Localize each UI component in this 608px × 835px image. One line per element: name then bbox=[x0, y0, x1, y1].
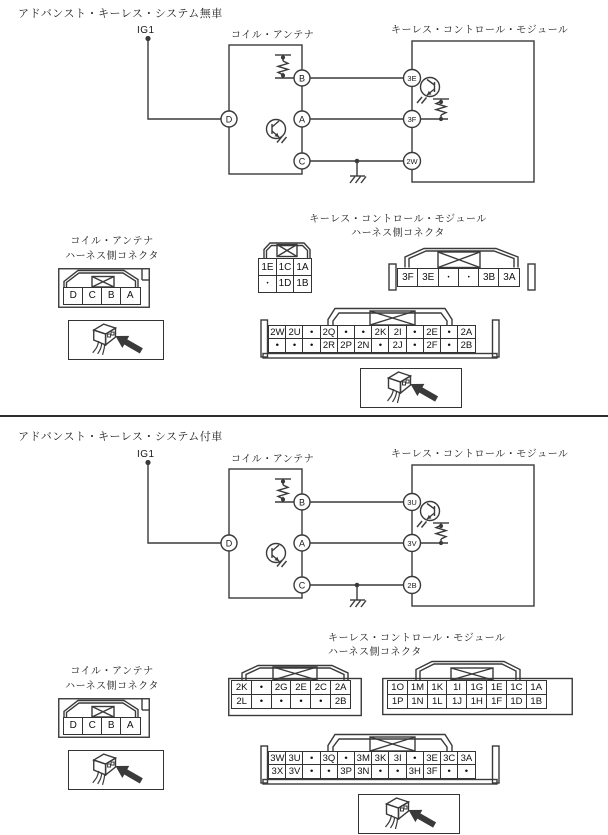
connector-pin-empty: • bbox=[371, 764, 390, 779]
connector-pin-empty: • bbox=[440, 764, 459, 779]
connector-pin-1D: 1D bbox=[276, 275, 295, 293]
connector-pin-empty: • bbox=[337, 751, 356, 766]
connector-pin-1D: 1D bbox=[506, 694, 527, 709]
pin-C bbox=[294, 577, 310, 593]
connector-pin-A: A bbox=[120, 287, 141, 305]
connector-pin-2F: 2F bbox=[423, 338, 442, 353]
section-title-without-system: アドバンスト・キーレス・システム無車 bbox=[18, 8, 223, 20]
svg-text:3U: 3U bbox=[407, 497, 417, 507]
connector-view-icon bbox=[69, 321, 163, 356]
connector-pin-1F: 1F bbox=[486, 694, 507, 709]
pin-3V bbox=[404, 535, 421, 552]
connector-pin-1E: 1E bbox=[486, 680, 507, 695]
connector-pin-3F: 3F bbox=[423, 764, 442, 779]
module-connector-2-series-small bbox=[228, 662, 362, 718]
connector-pin-empty: • bbox=[388, 764, 407, 779]
connector-pin-2E: 2E bbox=[423, 325, 442, 340]
connector-pin-2A: 2A bbox=[457, 325, 476, 340]
circuit-diagram-top bbox=[0, 0, 608, 210]
connector-view-icon bbox=[361, 369, 461, 404]
connector-view-icon-box bbox=[68, 750, 164, 790]
module-connector-1-series-large bbox=[382, 658, 573, 716]
connector-pin-1B: 1B bbox=[526, 694, 547, 709]
pin-B bbox=[294, 494, 310, 510]
pin-A bbox=[294, 111, 310, 127]
connector-pin-D: D bbox=[63, 287, 84, 305]
connector-pin-empty: • bbox=[302, 325, 321, 340]
connector-pin-empty: • bbox=[271, 694, 292, 709]
ground-icon bbox=[350, 600, 366, 607]
connector-pin-1P: 1P bbox=[387, 694, 408, 709]
connector-pin-1C: 1C bbox=[506, 680, 527, 695]
connector-pin-2G: 2G bbox=[271, 680, 292, 695]
connector-pin-3C: 3C bbox=[440, 751, 459, 766]
connector-pin-3V: 3V bbox=[285, 764, 304, 779]
connector-pin-empty: • bbox=[251, 694, 272, 709]
connector-row bbox=[268, 766, 476, 779]
connector-pin-empty: • bbox=[268, 338, 287, 353]
connector-pin-empty: • bbox=[302, 338, 321, 353]
svg-text:D: D bbox=[225, 538, 233, 549]
connector-pin-empty: • bbox=[440, 338, 459, 353]
connector-pin-D: D bbox=[63, 717, 84, 735]
connector-pin-2J: 2J bbox=[388, 338, 407, 353]
power-source-label: IG1 bbox=[137, 25, 155, 36]
connector-row bbox=[63, 287, 141, 305]
connector-pin-2B: 2B bbox=[330, 694, 351, 709]
connector-pin-1N: 1N bbox=[407, 694, 428, 709]
connector-pin-empty: • bbox=[302, 751, 321, 766]
svg-text:3V: 3V bbox=[407, 538, 417, 548]
module-connector-2-grid bbox=[231, 680, 351, 709]
module-connectors-title: キーレス・コントロール・モジュール bbox=[328, 633, 506, 644]
keyless-module-box-label: キーレス・コントロール・モジュール bbox=[391, 25, 569, 36]
module-connector-2-series-wide bbox=[260, 303, 500, 361]
connector-pin-2K: 2K bbox=[231, 680, 252, 695]
arrow-icon bbox=[116, 336, 143, 354]
module-connectors-subtitle: ハーネス側コネクタ bbox=[328, 647, 422, 658]
connector-pin-1J: 1J bbox=[446, 694, 467, 709]
module-connector-3-grid bbox=[397, 268, 520, 287]
module-connector-1-grid bbox=[258, 258, 312, 293]
connector-row bbox=[231, 695, 351, 709]
connector-pin-empty: • bbox=[438, 268, 460, 287]
svg-text:A: A bbox=[298, 538, 306, 549]
connector-pin-3K: 3K bbox=[371, 751, 390, 766]
connector-view-icon bbox=[69, 751, 163, 786]
connector-pin-empty: • bbox=[258, 275, 277, 293]
pin-3U bbox=[404, 494, 421, 511]
svg-text:B: B bbox=[298, 73, 306, 84]
connector-pin-3E: 3E bbox=[423, 751, 442, 766]
pin-3F bbox=[404, 111, 421, 128]
pin-C bbox=[294, 153, 310, 169]
module-connector-3-grid bbox=[268, 751, 476, 779]
connector-pin-empty: • bbox=[337, 325, 356, 340]
coil-transistor-icon bbox=[267, 544, 287, 568]
connector-pin-empty: • bbox=[310, 694, 331, 709]
connector-pin-C: C bbox=[82, 717, 103, 735]
svg-text:3E: 3E bbox=[407, 73, 417, 83]
section-title-with-system: アドバンスト・キーレス・システム付車 bbox=[18, 431, 223, 443]
module-resistor-icon bbox=[421, 99, 450, 121]
coil-connector-title: コイル・アンテナ bbox=[70, 666, 154, 677]
connector-pin-3A: 3A bbox=[498, 268, 520, 287]
connector-pin-empty: • bbox=[406, 751, 425, 766]
coil-connector-subtitle: ハーネス側コネクタ bbox=[65, 251, 159, 262]
circuit-diagram-bottom bbox=[0, 424, 608, 634]
connector-pin-empty: • bbox=[371, 338, 390, 353]
svg-text:2W: 2W bbox=[406, 156, 418, 166]
pin-B bbox=[294, 70, 310, 86]
connector-pin-3B: 3B bbox=[478, 268, 500, 287]
coil-connector-pin-grid bbox=[63, 287, 141, 305]
connector-pin-2Q: 2Q bbox=[320, 325, 339, 340]
connector-pin-empty: • bbox=[406, 338, 425, 353]
module-connector-2-grid bbox=[268, 325, 476, 353]
keyless-module-box-label: キーレス・コントロール・モジュール bbox=[391, 449, 569, 460]
module-connector-3-series-wide bbox=[260, 729, 500, 787]
pin-3E bbox=[404, 70, 421, 87]
connector-pin-empty: • bbox=[440, 325, 459, 340]
pin-2W bbox=[404, 153, 421, 170]
coil-transistor-icon bbox=[267, 120, 287, 144]
module-connector-1-grid bbox=[387, 680, 547, 709]
pin-D bbox=[221, 535, 237, 551]
connector-pin-3W: 3W bbox=[268, 751, 287, 766]
connector-pin-1L: 1L bbox=[427, 694, 448, 709]
connector-pin-3N: 3N bbox=[354, 764, 373, 779]
connector-pin-2K: 2K bbox=[371, 325, 390, 340]
connector-pin-empty: • bbox=[354, 325, 373, 340]
pin-A bbox=[294, 535, 310, 551]
module-connectors-title: キーレス・コントロール・モジュール bbox=[309, 214, 487, 225]
pin-2B bbox=[404, 577, 421, 594]
connector-pin-3P: 3P bbox=[337, 764, 356, 779]
connector-pin-C: C bbox=[82, 287, 103, 305]
connector-pin-1E: 1E bbox=[258, 258, 277, 276]
module-resistor-icon bbox=[421, 523, 450, 545]
connector-view-icon bbox=[359, 795, 459, 830]
connector-pin-3X: 3X bbox=[268, 764, 287, 779]
connector-row bbox=[387, 695, 547, 709]
connector-pin-3I: 3I bbox=[388, 751, 407, 766]
svg-text:C: C bbox=[298, 580, 306, 591]
connector-row bbox=[63, 717, 141, 735]
connector-pin-empty: • bbox=[302, 764, 321, 779]
connector-pin-2I: 2I bbox=[388, 325, 407, 340]
coil-antenna-harness-connector bbox=[58, 696, 150, 740]
svg-text:B: B bbox=[298, 497, 306, 508]
coil-resistor-icon bbox=[275, 55, 294, 78]
connector-pin-B: B bbox=[101, 287, 122, 305]
connector-pin-empty: • bbox=[406, 325, 425, 340]
connector-pin-3H: 3H bbox=[406, 764, 425, 779]
connector-pin-1M: 1M bbox=[407, 680, 428, 695]
section-divider bbox=[0, 415, 608, 417]
svg-text:C: C bbox=[298, 156, 306, 167]
connector-pin-1C: 1C bbox=[276, 258, 295, 276]
connector-pin-3U: 3U bbox=[285, 751, 304, 766]
connector-pin-3F: 3F bbox=[397, 268, 419, 287]
svg-text:D: D bbox=[225, 114, 233, 125]
pin-D bbox=[221, 111, 237, 127]
arrow-icon bbox=[116, 766, 143, 784]
power-source-label: IG1 bbox=[137, 449, 155, 460]
connector-row bbox=[258, 276, 312, 293]
connector-pin-B: B bbox=[101, 717, 122, 735]
connector-row bbox=[397, 268, 520, 287]
connector-row bbox=[258, 258, 312, 276]
connector-pin-2A: 2A bbox=[330, 680, 351, 695]
connector-pin-empty: • bbox=[285, 338, 304, 353]
svg-text:3F: 3F bbox=[407, 114, 417, 124]
connector-pin-empty: • bbox=[290, 694, 311, 709]
ground-icon bbox=[350, 176, 366, 183]
connector-pin-A: A bbox=[120, 717, 141, 735]
module-connectors-subtitle: ハーネス側コネクタ bbox=[351, 228, 445, 239]
coil-antenna-box-label: コイル・アンテナ bbox=[231, 30, 315, 41]
connector-pin-2C: 2C bbox=[310, 680, 331, 695]
coil-connector-title: コイル・アンテナ bbox=[70, 236, 154, 247]
svg-text:2B: 2B bbox=[407, 580, 417, 590]
coil-resistor-icon bbox=[275, 479, 294, 502]
connector-pin-empty: • bbox=[251, 680, 272, 695]
coil-antenna-harness-connector bbox=[58, 266, 150, 310]
connector-pin-1K: 1K bbox=[427, 680, 448, 695]
connector-view-icon-box bbox=[360, 368, 462, 408]
coil-antenna-box-label: コイル・アンテナ bbox=[231, 454, 315, 465]
connector-pin-2L: 2L bbox=[231, 694, 252, 709]
connector-pin-3M: 3M bbox=[354, 751, 373, 766]
connector-row bbox=[268, 340, 476, 353]
connector-pin-1A: 1A bbox=[293, 258, 312, 276]
connector-pin-empty: • bbox=[458, 268, 480, 287]
connector-pin-2E: 2E bbox=[290, 680, 311, 695]
connector-pin-3A: 3A bbox=[457, 751, 476, 766]
connector-pin-empty: • bbox=[457, 764, 476, 779]
connector-view-icon-box bbox=[358, 794, 460, 834]
arrow-icon bbox=[411, 384, 439, 402]
connector-pin-1G: 1G bbox=[466, 680, 487, 695]
connector-pin-2U: 2U bbox=[285, 325, 304, 340]
coil-connector-subtitle: ハーネス側コネクタ bbox=[65, 681, 159, 692]
connector-pin-empty: • bbox=[320, 764, 339, 779]
connector-pin-3E: 3E bbox=[417, 268, 439, 287]
connector-pin-1O: 1O bbox=[387, 680, 408, 695]
svg-text:A: A bbox=[298, 114, 306, 125]
coil-connector-pin-grid bbox=[63, 717, 141, 735]
connector-pin-2N: 2N bbox=[354, 338, 373, 353]
connector-pin-2W: 2W bbox=[268, 325, 287, 340]
connector-pin-2P: 2P bbox=[337, 338, 356, 353]
connector-pin-1H: 1H bbox=[466, 694, 487, 709]
connector-view-icon-box bbox=[68, 320, 164, 360]
connector-pin-2B: 2B bbox=[457, 338, 476, 353]
connector-pin-2R: 2R bbox=[320, 338, 339, 353]
module-connector-3-series bbox=[388, 244, 536, 292]
module-connector-1-series bbox=[256, 240, 318, 296]
connector-pin-1A: 1A bbox=[526, 680, 547, 695]
arrow-icon bbox=[409, 810, 437, 828]
connector-pin-1I: 1I bbox=[446, 680, 467, 695]
connector-pin-1B: 1B bbox=[293, 275, 312, 293]
connector-pin-3Q: 3Q bbox=[320, 751, 339, 766]
